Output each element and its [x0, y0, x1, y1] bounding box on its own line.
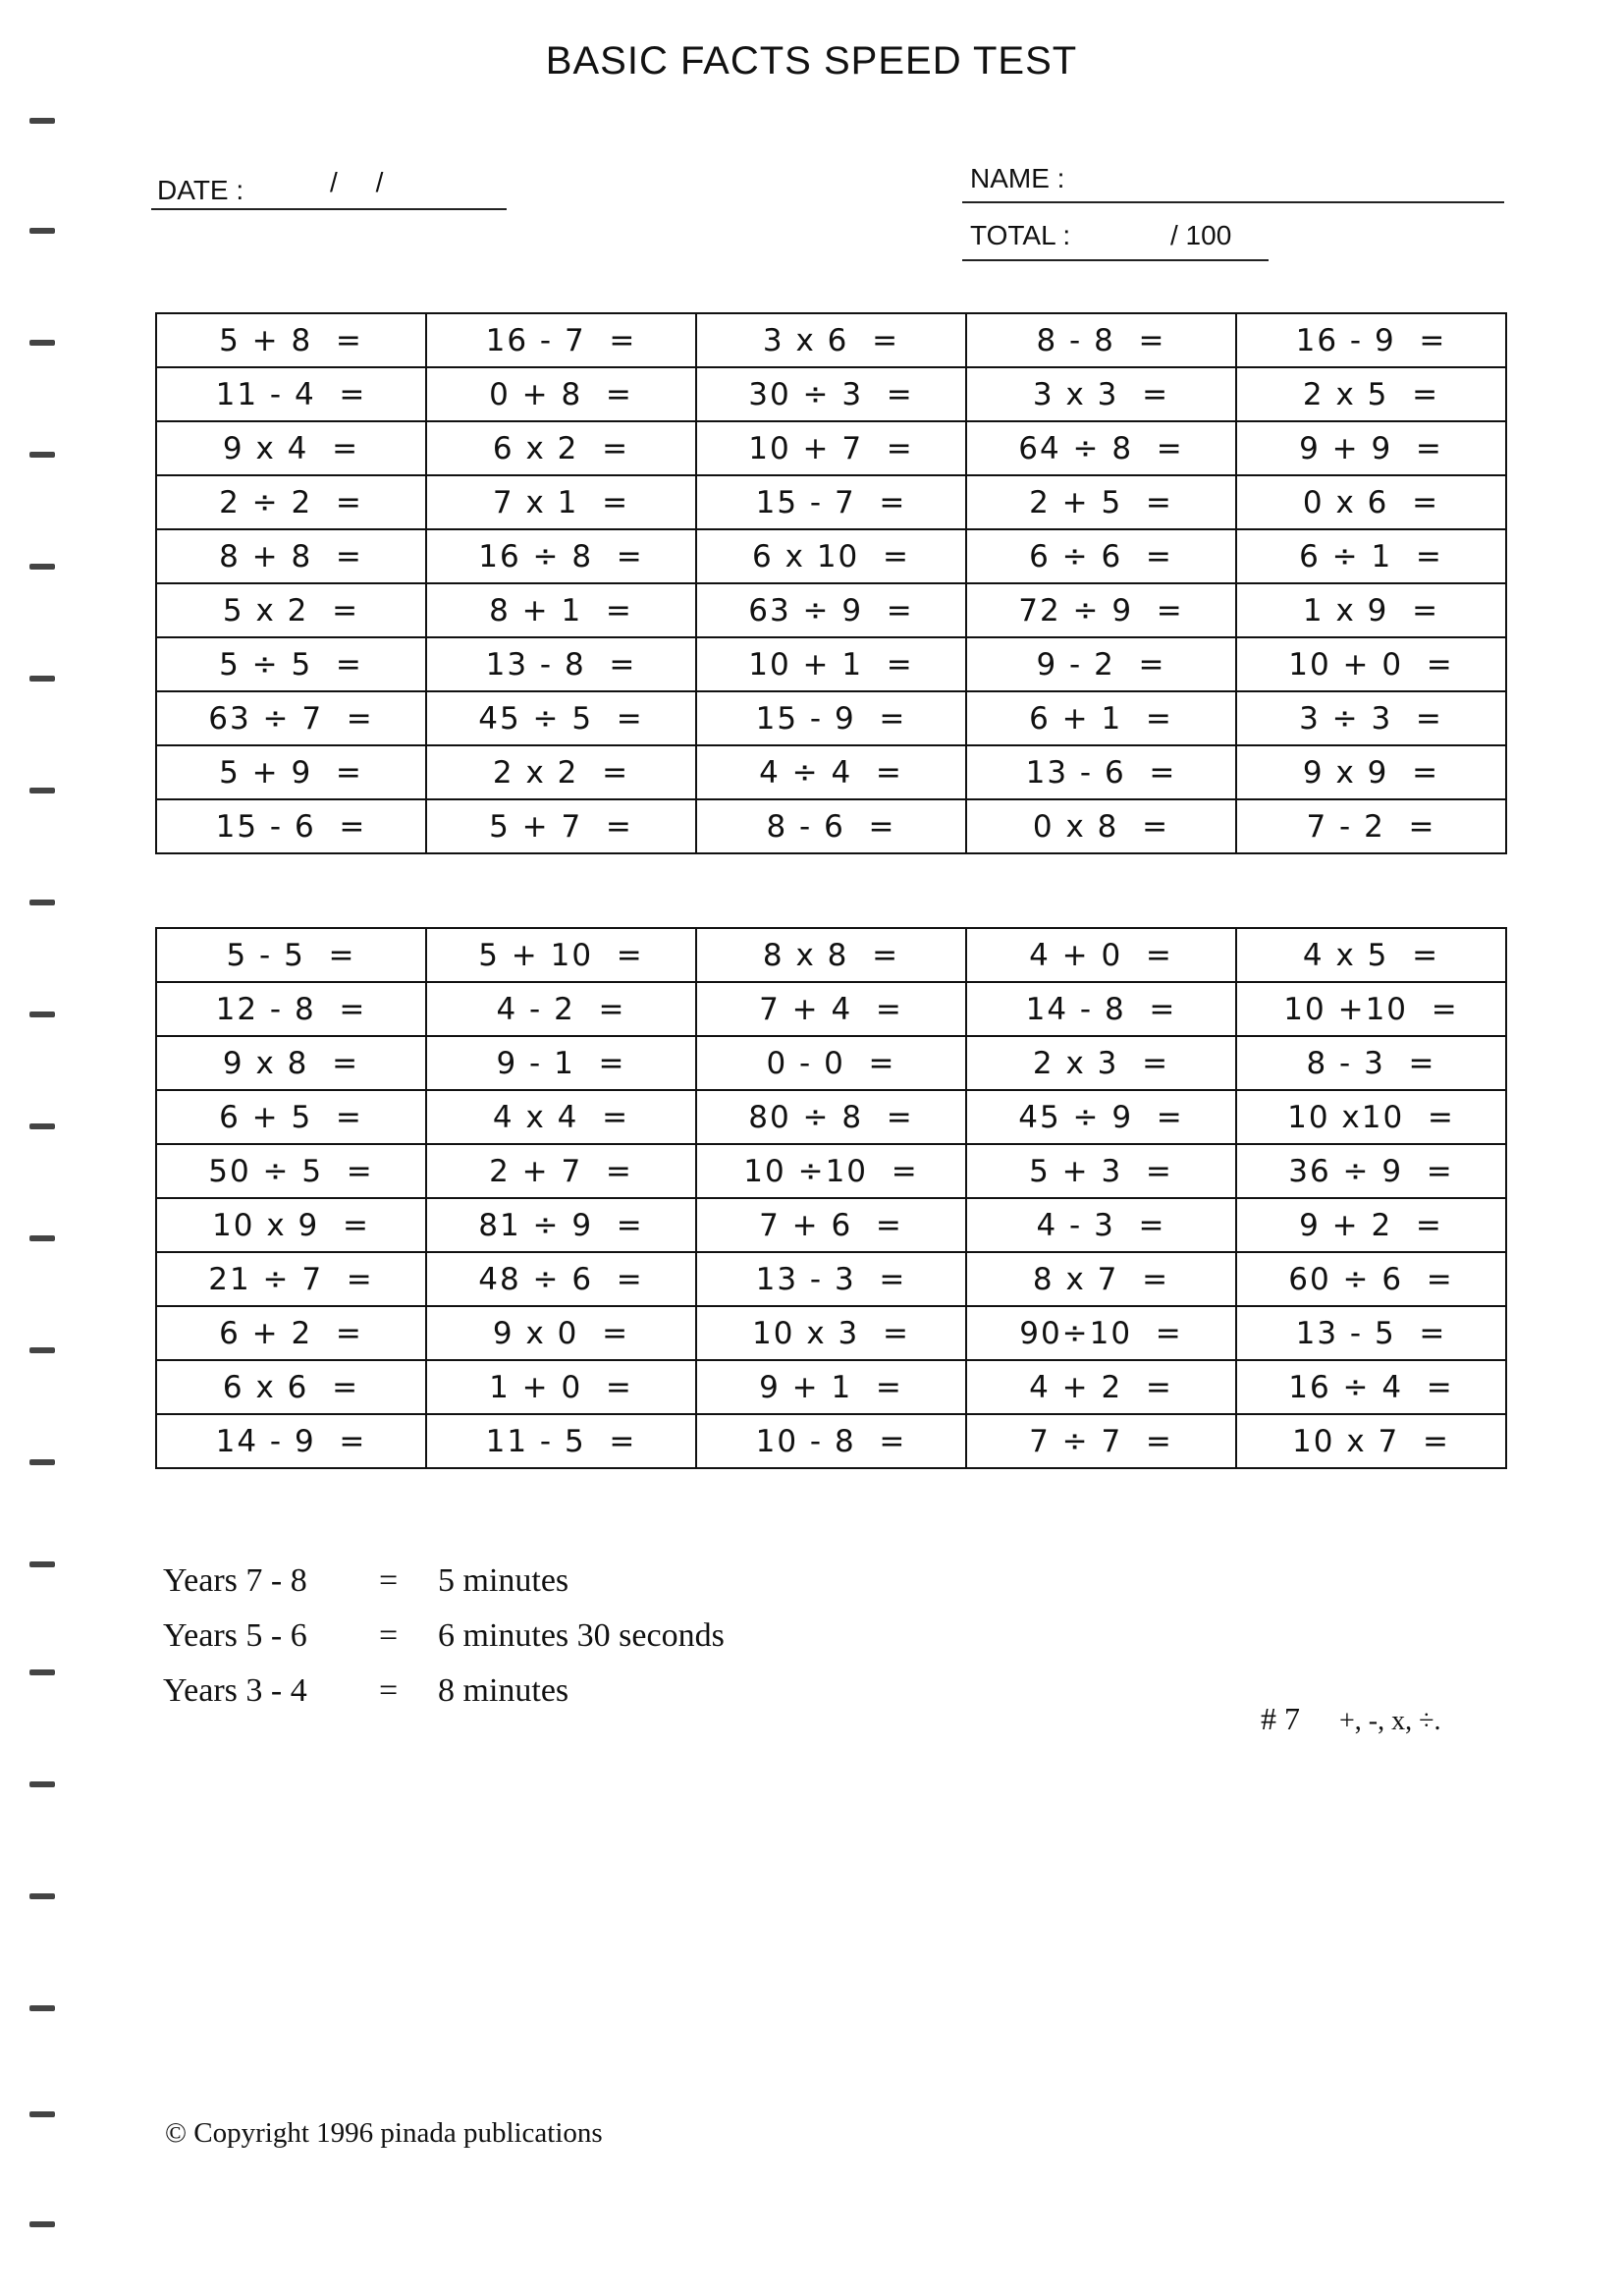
fact-cell: 4 + 0 =	[966, 928, 1236, 982]
fact-cell: 10 x 7 =	[1236, 1414, 1506, 1468]
fact-cell: 9 x 4 =	[156, 421, 426, 475]
time-limit-row	[163, 1664, 725, 1719]
time-limit-years: Years 7 - 8	[163, 1562, 307, 1599]
time-limit-years: Years 3 - 4	[163, 1672, 307, 1709]
binding-mark	[29, 1669, 55, 1675]
fact-cell: 16 - 9 =	[1236, 313, 1506, 367]
time-limit-duration: 6 minutes 30 seconds	[438, 1617, 725, 1654]
fact-cell: 1 + 0 =	[426, 1360, 696, 1414]
fact-row	[156, 1360, 1506, 1414]
fact-cell: 3 x 3 =	[966, 367, 1236, 421]
fact-cell: 13 - 5 =	[1236, 1306, 1506, 1360]
fact-cell: 15 - 6 =	[156, 799, 426, 853]
fact-cell: 16 - 7 =	[426, 313, 696, 367]
fact-cell: 3 ÷ 3 =	[1236, 691, 1506, 745]
fact-cell: 8 - 3 =	[1236, 1036, 1506, 1090]
fact-cell: 81 ÷ 9 =	[426, 1198, 696, 1252]
fact-cell: 7 - 2 =	[1236, 799, 1506, 853]
fact-row	[156, 1198, 1506, 1252]
binding-mark	[29, 228, 55, 234]
binding-mark	[29, 118, 55, 124]
fact-row	[156, 799, 1506, 853]
date-line	[151, 208, 507, 210]
fact-cell: 9 - 2 =	[966, 637, 1236, 691]
fact-cell: 64 ÷ 8 =	[966, 421, 1236, 475]
time-limit-duration: 5 minutes	[438, 1562, 569, 1599]
fact-cell: 10 + 1 =	[696, 637, 966, 691]
fact-cell: 2 ÷ 2 =	[156, 475, 426, 529]
fact-cell: 50 ÷ 5 =	[156, 1144, 426, 1198]
facts-table-1	[155, 312, 1507, 854]
fact-cell: 63 ÷ 7 =	[156, 691, 426, 745]
fact-cell: 11 - 4 =	[156, 367, 426, 421]
fact-cell: 6 x 6 =	[156, 1360, 426, 1414]
fact-row	[156, 1252, 1506, 1306]
fact-cell: 2 + 7 =	[426, 1144, 696, 1198]
fact-cell: 0 x 8 =	[966, 799, 1236, 853]
copyright-notice: © Copyright 1996 pinada publications	[165, 2117, 603, 2149]
fact-cell: 0 x 6 =	[1236, 475, 1506, 529]
fact-cell: 16 ÷ 8 =	[426, 529, 696, 583]
fact-cell: 11 - 5 =	[426, 1414, 696, 1468]
fact-cell: 8 x 8 =	[696, 928, 966, 982]
fact-cell: 9 x 9 =	[1236, 745, 1506, 799]
time-limit-equals: =	[379, 1562, 399, 1599]
fact-cell: 4 x 4 =	[426, 1090, 696, 1144]
fact-cell: 9 + 1 =	[696, 1360, 966, 1414]
fact-row	[156, 1144, 1506, 1198]
fact-cell: 16 ÷ 4 =	[1236, 1360, 1506, 1414]
fact-cell: 13 - 8 =	[426, 637, 696, 691]
fact-cell: 9 + 9 =	[1236, 421, 1506, 475]
fact-cell: 10 ÷10 =	[696, 1144, 966, 1198]
fact-cell: 15 - 9 =	[696, 691, 966, 745]
fact-cell: 8 x 7 =	[966, 1252, 1236, 1306]
fact-row	[156, 1414, 1506, 1468]
fact-cell: 5 + 9 =	[156, 745, 426, 799]
set-number: # 7	[1261, 1701, 1300, 1736]
fact-cell: 8 - 8 =	[966, 313, 1236, 367]
fact-cell: 45 ÷ 5 =	[426, 691, 696, 745]
fact-cell: 10 x 3 =	[696, 1306, 966, 1360]
fact-cell: 10 x 9 =	[156, 1198, 426, 1252]
total-line	[962, 259, 1269, 261]
fact-cell: 5 + 7 =	[426, 799, 696, 853]
fact-cell: 5 x 2 =	[156, 583, 426, 637]
fact-cell: 14 - 9 =	[156, 1414, 426, 1468]
fact-cell: 7 + 6 =	[696, 1198, 966, 1252]
fact-cell: 6 + 1 =	[966, 691, 1236, 745]
time-limits	[163, 1554, 725, 1719]
set-operations: +, -, x, ÷.	[1339, 1706, 1441, 1736]
binding-mark	[29, 1235, 55, 1241]
fact-cell: 4 - 2 =	[426, 982, 696, 1036]
name-label: NAME :	[970, 163, 1065, 193]
fact-cell: 0 - 0 =	[696, 1036, 966, 1090]
time-limit-equals: =	[379, 1617, 399, 1654]
fact-cell: 63 ÷ 9 =	[696, 583, 966, 637]
binding-mark	[29, 2111, 55, 2117]
fact-cell: 5 + 10 =	[426, 928, 696, 982]
fact-cell: 48 ÷ 6 =	[426, 1252, 696, 1306]
binding-mark	[29, 1781, 55, 1787]
fact-cell: 45 ÷ 9 =	[966, 1090, 1236, 1144]
binding-mark	[29, 1459, 55, 1465]
time-limit-row	[163, 1609, 725, 1664]
fact-row	[156, 475, 1506, 529]
fact-cell: 80 ÷ 8 =	[696, 1090, 966, 1144]
total-value: / 100	[1170, 220, 1232, 250]
binding-mark	[29, 1011, 55, 1017]
fact-cell: 0 + 8 =	[426, 367, 696, 421]
binding-mark	[29, 788, 55, 793]
fact-cell: 9 + 2 =	[1236, 1198, 1506, 1252]
fact-cell: 7 ÷ 7 =	[966, 1414, 1236, 1468]
binding-mark	[29, 1347, 55, 1353]
fact-cell: 15 - 7 =	[696, 475, 966, 529]
total-label: TOTAL :	[970, 220, 1071, 250]
fact-cell: 90÷10 =	[966, 1306, 1236, 1360]
time-limit-equals: =	[379, 1672, 399, 1709]
fact-cell: 6 ÷ 1 =	[1236, 529, 1506, 583]
binding-mark	[29, 1123, 55, 1129]
fact-cell: 5 + 8 =	[156, 313, 426, 367]
binding-mark	[29, 340, 55, 346]
time-limit-duration: 8 minutes	[438, 1672, 569, 1709]
time-limit-years: Years 5 - 6	[163, 1617, 307, 1654]
page-title: BASIC FACTS SPEED TEST	[545, 39, 1078, 82]
fact-cell: 4 + 2 =	[966, 1360, 1236, 1414]
fact-cell: 6 x 10 =	[696, 529, 966, 583]
binding-mark	[29, 900, 55, 905]
fact-cell: 21 ÷ 7 =	[156, 1252, 426, 1306]
binding-mark	[29, 452, 55, 458]
fact-row	[156, 529, 1506, 583]
fact-cell: 36 ÷ 9 =	[1236, 1144, 1506, 1198]
fact-cell: 9 - 1 =	[426, 1036, 696, 1090]
binding-mark	[29, 2005, 55, 2011]
fact-row	[156, 928, 1506, 982]
date-value: / /	[330, 167, 384, 197]
fact-row	[156, 637, 1506, 691]
fact-cell: 6 + 5 =	[156, 1090, 426, 1144]
fact-cell: 2 x 3 =	[966, 1036, 1236, 1090]
fact-row	[156, 583, 1506, 637]
fact-cell: 4 ÷ 4 =	[696, 745, 966, 799]
fact-cell: 5 + 3 =	[966, 1144, 1236, 1198]
binding-mark	[29, 2221, 55, 2227]
fact-cell: 8 + 1 =	[426, 583, 696, 637]
fact-cell: 9 x 0 =	[426, 1306, 696, 1360]
date-label: DATE :	[157, 175, 244, 205]
binding-mark	[29, 1893, 55, 1899]
fact-cell: 4 x 5 =	[1236, 928, 1506, 982]
fact-cell: 2 x 2 =	[426, 745, 696, 799]
fact-cell: 13 - 6 =	[966, 745, 1236, 799]
fact-cell: 12 - 8 =	[156, 982, 426, 1036]
fact-cell: 5 - 5 =	[156, 928, 426, 982]
fact-cell: 6 x 2 =	[426, 421, 696, 475]
fact-cell: 72 ÷ 9 =	[966, 583, 1236, 637]
fact-cell: 2 + 5 =	[966, 475, 1236, 529]
fact-cell: 7 + 4 =	[696, 982, 966, 1036]
set-tag	[1245, 1665, 1440, 1737]
time-limit-row	[163, 1554, 725, 1609]
fact-cell: 9 x 8 =	[156, 1036, 426, 1090]
fact-row	[156, 421, 1506, 475]
fact-row	[156, 1036, 1506, 1090]
binding-mark	[29, 676, 55, 682]
fact-row	[156, 691, 1506, 745]
fact-cell: 4 - 3 =	[966, 1198, 1236, 1252]
fact-cell: 7 x 1 =	[426, 475, 696, 529]
fact-row	[156, 982, 1506, 1036]
fact-cell: 6 + 2 =	[156, 1306, 426, 1360]
name-line	[962, 201, 1504, 203]
fact-cell: 60 ÷ 6 =	[1236, 1252, 1506, 1306]
fact-cell: 6 ÷ 6 =	[966, 529, 1236, 583]
fact-cell: 10 x10 =	[1236, 1090, 1506, 1144]
fact-cell: 8 - 6 =	[696, 799, 966, 853]
fact-row	[156, 367, 1506, 421]
fact-cell: 30 ÷ 3 =	[696, 367, 966, 421]
fact-cell: 13 - 3 =	[696, 1252, 966, 1306]
fact-row	[156, 745, 1506, 799]
fact-row	[156, 1090, 1506, 1144]
fact-cell: 3 x 6 =	[696, 313, 966, 367]
fact-cell: 14 - 8 =	[966, 982, 1236, 1036]
fact-cell: 10 - 8 =	[696, 1414, 966, 1468]
binding-mark	[29, 1561, 55, 1567]
binding-mark	[29, 564, 55, 570]
fact-cell: 10 + 0 =	[1236, 637, 1506, 691]
fact-cell: 1 x 9 =	[1236, 583, 1506, 637]
fact-cell: 10 +10 =	[1236, 982, 1506, 1036]
fact-row	[156, 1306, 1506, 1360]
fact-cell: 10 + 7 =	[696, 421, 966, 475]
fact-cell: 5 ÷ 5 =	[156, 637, 426, 691]
fact-row	[156, 313, 1506, 367]
fact-cell: 2 x 5 =	[1236, 367, 1506, 421]
facts-table-2	[155, 927, 1507, 1469]
fact-cell: 8 + 8 =	[156, 529, 426, 583]
